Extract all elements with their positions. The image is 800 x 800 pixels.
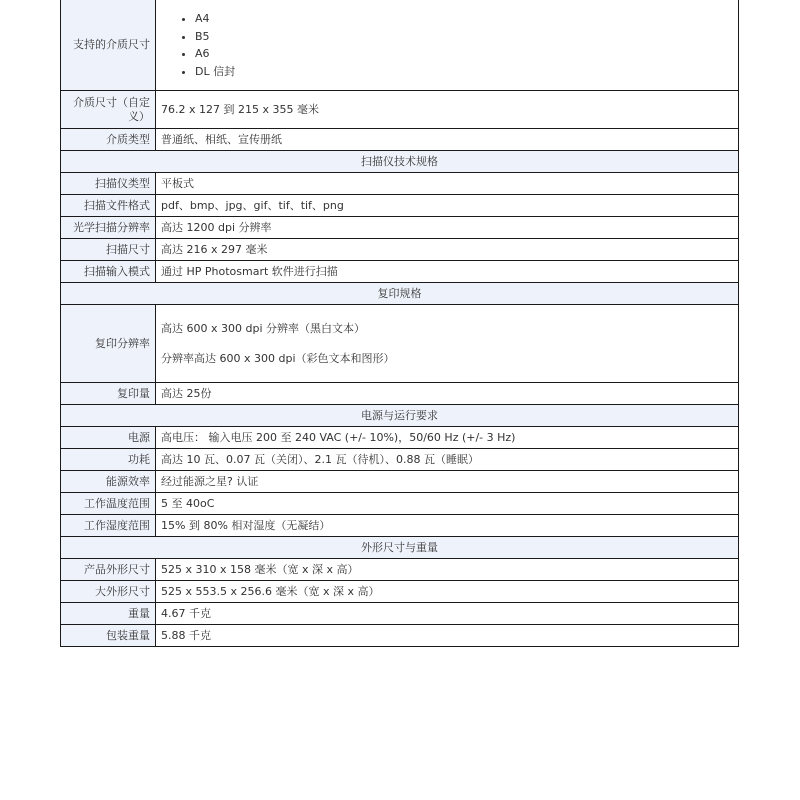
section-title: 扫描仪技术规格 <box>61 151 739 173</box>
row-value <box>156 305 739 383</box>
table-row <box>61 449 739 471</box>
list-item: • DL 信封 <box>195 63 733 81</box>
row-label: 支持的介质尺寸 <box>61 0 156 91</box>
row-value: 高达 1200 dpi 分辨率 <box>156 217 739 239</box>
list-item: • A6 <box>195 45 733 63</box>
table-row <box>61 515 739 537</box>
row-label: 大外形尺寸 <box>61 581 156 603</box>
table-row <box>61 239 739 261</box>
row-label: 产品外形尺寸 <box>61 559 156 581</box>
spec-table <box>60 0 739 647</box>
row-label: 电源 <box>61 427 156 449</box>
row-label: 功耗 <box>61 449 156 471</box>
copy-resolution-text: 分辨率高达 600 x 300 dpi（彩色文本和图形） <box>161 351 395 365</box>
list-item: • A4 <box>195 10 733 28</box>
row-value: 通过 HP Photosmart 软件进行扫描 <box>156 261 739 283</box>
supported-sizes-list <box>161 10 733 80</box>
section-header-dimensions <box>61 537 739 559</box>
table-row <box>61 129 739 151</box>
row-value: 高达 10 瓦、0.07 瓦（关闭）、2.1 瓦（待机）、0.88 瓦（睡眠） <box>156 449 739 471</box>
section-header-copy <box>61 283 739 305</box>
table-row <box>61 217 739 239</box>
row-value: 5 至 40oC <box>156 493 739 515</box>
table-row <box>61 493 739 515</box>
row-value: 高达 216 x 297 毫米 <box>156 239 739 261</box>
row-value: 平板式 <box>156 173 739 195</box>
row-value: 4.67 千克 <box>156 603 739 625</box>
list-item: • B5 <box>195 28 733 46</box>
row-value: 525 x 553.5 x 256.6 毫米（宽 x 深 x 高） <box>156 581 739 603</box>
row-value: pdf、bmp、jpg、gif、tif、tif、png <box>156 195 739 217</box>
table-row <box>61 625 739 647</box>
table-row <box>61 305 739 383</box>
table-row <box>61 383 739 405</box>
copy-resolution-text: 高达 600 x 300 dpi 分辨率（黑白文本） <box>161 321 366 335</box>
table-row <box>61 581 739 603</box>
row-value: 经过能源之星? 认证 <box>156 471 739 493</box>
section-title: 外形尺寸与重量 <box>61 537 739 559</box>
table-row <box>61 261 739 283</box>
table-row <box>61 471 739 493</box>
row-value <box>156 0 739 91</box>
table-row <box>61 559 739 581</box>
row-value: 5.88 千克 <box>156 625 739 647</box>
row-label: 包装重量 <box>61 625 156 647</box>
table-row <box>61 427 739 449</box>
row-label: 复印分辨率 <box>61 305 156 383</box>
table-row <box>61 91 739 129</box>
row-label: 工作湿度范围 <box>61 515 156 537</box>
section-header-power <box>61 405 739 427</box>
row-label: 工作温度范围 <box>61 493 156 515</box>
row-value: 高电压： 输入电压 200 至 240 VAC (+/- 10%)，50/60 Hz (+/- 3 Hz) <box>156 427 739 449</box>
row-value: 76.2 x 127 到 215 x 355 毫米 <box>156 91 739 129</box>
table-row <box>61 173 739 195</box>
row-value: 15% 到 80% 相对湿度（无凝结） <box>156 515 739 537</box>
section-title: 复印规格 <box>61 283 739 305</box>
row-label: 介质类型 <box>61 129 156 151</box>
row-label: 复印量 <box>61 383 156 405</box>
row-label: 扫描尺寸 <box>61 239 156 261</box>
row-label: 扫描仪类型 <box>61 173 156 195</box>
row-value: 普通纸、相纸、宣传册纸 <box>156 129 739 151</box>
row-label: 重量 <box>61 603 156 625</box>
row-label: 能源效率 <box>61 471 156 493</box>
section-header-scanner <box>61 151 739 173</box>
row-label: 介质尺寸（自定义） <box>61 91 156 129</box>
row-label: 扫描文件格式 <box>61 195 156 217</box>
row-label: 光学扫描分辨率 <box>61 217 156 239</box>
section-title: 电源与运行要求 <box>61 405 739 427</box>
table-row <box>61 0 739 91</box>
row-value: 525 x 310 x 158 毫米（宽 x 深 x 高） <box>156 559 739 581</box>
table-row <box>61 195 739 217</box>
row-label: 扫描输入模式 <box>61 261 156 283</box>
table-row <box>61 603 739 625</box>
row-value: 高达 25份 <box>156 383 739 405</box>
